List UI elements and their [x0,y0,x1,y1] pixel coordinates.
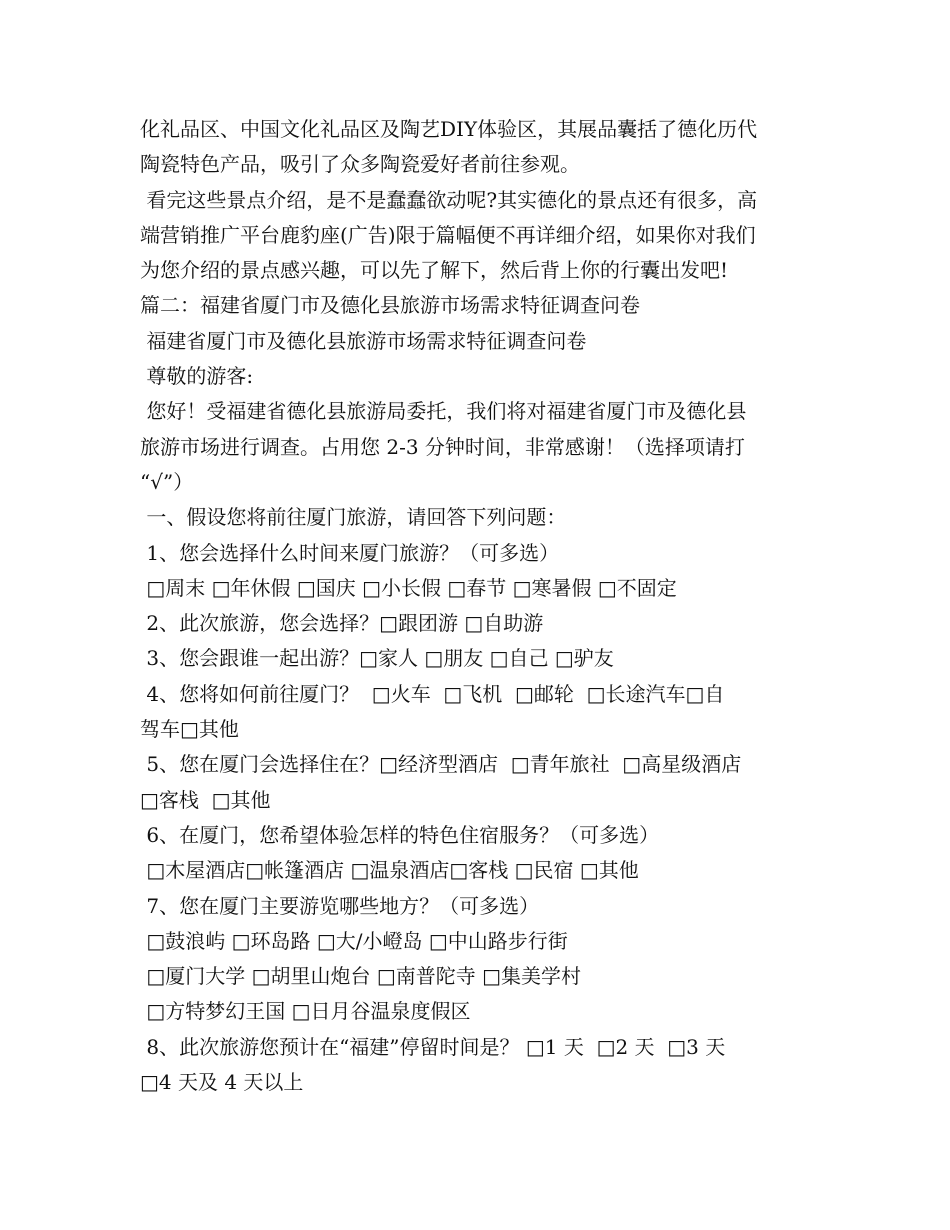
questionnaire-title: 福建省厦门市及德化县旅游市场需求特征调查问卷 [140,328,587,353]
options-line: □4 天及 4 天以上 [140,1070,304,1095]
question-7: 7、您在厦门主要游览哪些地方？（可多选） [140,893,540,918]
question-8: 8、此次旅游您预计在“福建”停留时间是？ □1 天 □2 天 □3 天 [140,1034,726,1059]
options-line: □方特梦幻王国 □日月谷温泉度假区 [140,999,471,1024]
options-line: 驾车□其他 [140,717,239,742]
text-line: 端营销推广平台鹿豹座(广告)限于篇幅便不再详细介绍，如果你对我们 [140,222,756,247]
question-3: 3、您会跟谁一起出游？□家人 □朋友 □自己 □驴友 [140,646,614,671]
text-line: 陶瓷特色产品，吸引了众多陶瓷爱好者前往参观。 [140,152,580,177]
section-heading: 篇二：福建省厦门市及德化县旅游市场需求特征调查问卷 [140,293,640,318]
document-body [140,112,820,1100]
text-line: 为您介绍的景点感兴趣，可以先了解下，然后背上你的行囊出发吧! [140,258,729,283]
text-line: 看完这些景点介绍，是不是蠢蠢欲动呢?其实德化的景点还有很多，高 [140,187,758,212]
salutation: 尊敬的游客: [140,364,254,389]
options-line: □厦门大学 □胡里山炮台 □南普陀寺 □集美学村 [140,964,582,989]
text-line: 化礼品区、中国文化礼品区及陶艺DIY体验区，其展品囊括了德化历代 [140,117,758,141]
options-line: □客栈 □其他 [140,787,271,812]
options-line: □木屋酒店□帐篷酒店 □温泉酒店□客栈 □民宿 □其他 [140,858,639,883]
text-line: 旅游市场进行调查。占用您 2-3 分钟时间，非常感谢！（选择项请打 [140,434,745,459]
options-line: □鼓浪屿 □环岛路 □大/小嶝岛 □中山路步行街 [140,928,568,953]
options-line: □周末 □年休假 □国庆 □小长假 □春节 □寒暑假 □不固定 [140,575,677,600]
text-line: “√”） [140,469,194,494]
question-5: 5、您在厦门会选择住在？□经济型酒店 □青年旅社 □高星级酒店 [140,752,742,777]
question-4: 4、您将如何前往厦门？ □火车 □飞机 □邮轮 □长途汽车□自 [140,681,725,706]
text-line: 您好！受福建省德化县旅游局委托，我们将对福建省厦门市及德化县 [140,399,747,424]
part-heading: 一、假设您将前往厦门旅游，请回答下列问题： [140,505,567,530]
question-6: 6、在厦门，您希望体验怎样的特色住宿服务？（可多选） [140,822,660,847]
question-1: 1、您会选择什么时间来厦门旅游？（可多选） [140,540,560,565]
question-2: 2、此次旅游，您会选择？□跟团游 □自助游 [140,611,544,636]
